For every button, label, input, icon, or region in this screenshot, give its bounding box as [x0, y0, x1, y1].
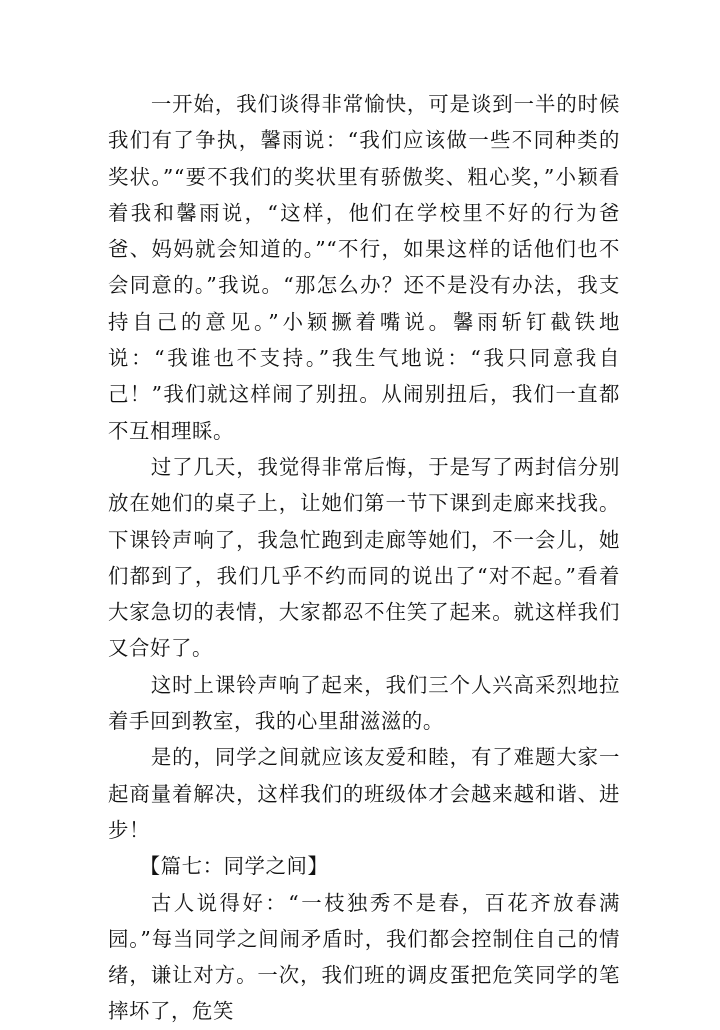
document-page — [108, 86, 620, 1030]
paragraph-4: 是的，同学之间就应该友爱和睦，有了难题大家一起商量着解决，这样我们的班级体才会越来越和谐、进步！ — [108, 745, 620, 842]
section-heading: 【篇七：同学之间】 — [139, 854, 329, 879]
paragraph-5: 古人说得好：“一枝独秀不是春，百花齐放春满园。”每当同学之间闹矛盾时，我们都会控制住自己的情绪，谦让对方。一次，我们班的调皮蛋把危笑同学的笔摔坏了，危笑 — [108, 890, 620, 1024]
paragraph-3: 这时上课铃声响了起来，我们三个人兴高采烈地拉着手回到教室，我的心里甜滋滋的。 — [108, 672, 620, 734]
paragraph-1: 一开始，我们谈得非常愉快，可是谈到一半的时候我们有了争执，馨雨说：“我们应该做一些不同种类的奖状。”“要不我们的奖状里有骄傲奖、粗心奖，”小颖看着我和馨雨说，“这样，他们在学校里不好的行为爸爸、妈妈就会知道的。”“不行，如果这样的话他们也不会同意的。”我说。“那怎么办？还不是没有办法，我支持自己的意见。”小颖撅着嘴说。馨雨斩钉截铁地说：“我谁也不支持。”我生气地说：“我只同意我自己！”我们就这样闹了别扭。从闹别扭后，我们一直都不互相理睬。 — [108, 92, 620, 443]
paragraph-2: 过了几天，我觉得非常后悔，于是写了两封信分别放在她们的桌子上，让她们第一节下课到走廊来找我。下课铃声响了，我急忙跑到走廊等她们，不一会儿，她们都到了，我们几乎不约而同的说出了“对不起。”看着大家急切的表情，大家都忍不住笑了起来。就这样我们又合好了。 — [108, 454, 620, 661]
